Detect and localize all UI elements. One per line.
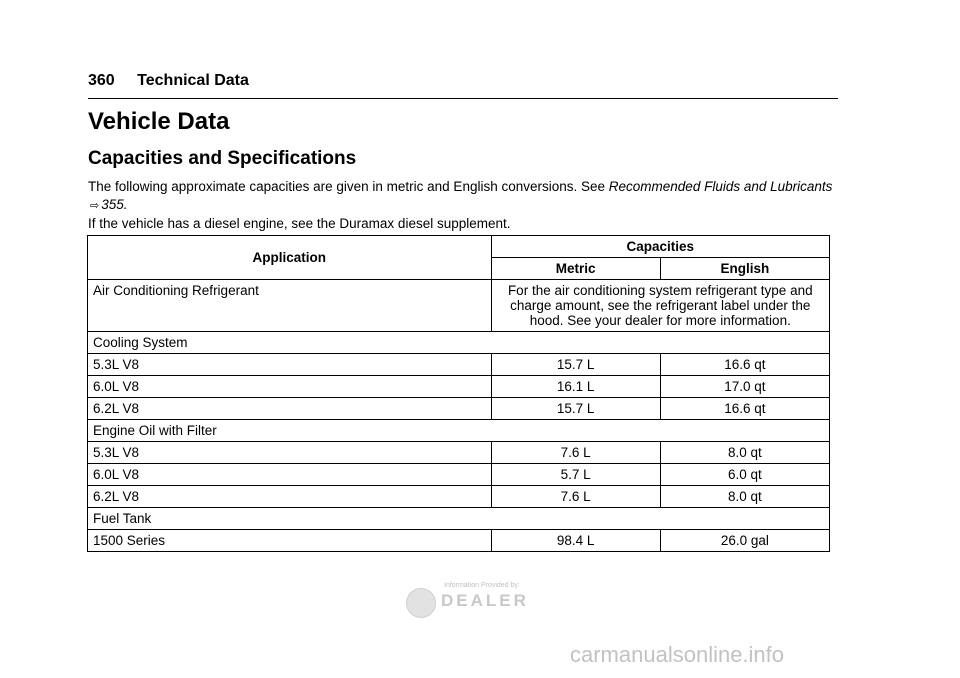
application-header: Application (88, 236, 492, 280)
table-row (88, 442, 830, 464)
metric-cell: 15.7 L (491, 354, 660, 376)
metric-cell: 7.6 L (491, 442, 660, 464)
engine-cell: 1500 Series (88, 530, 492, 552)
oil-label: Engine Oil with Filter (88, 420, 830, 442)
metric-cell: 15.7 L (491, 398, 660, 420)
english-cell: 26.0 gal (660, 530, 829, 552)
page-reference-icon: ⇨ (90, 200, 100, 212)
capacities-table (87, 235, 830, 552)
section-row (88, 420, 830, 442)
metric-cell: 7.6 L (491, 486, 660, 508)
metric-cell: 16.1 L (491, 376, 660, 398)
page-number: 360 (88, 72, 115, 89)
engine-cell: 5.3L V8 (88, 354, 492, 376)
cooling-label: Cooling System (88, 332, 830, 354)
dealer-watermark (404, 582, 546, 622)
intro-end: . (123, 197, 128, 212)
section-row (88, 508, 830, 530)
ac-label: Air Conditioning Refrigerant (88, 280, 492, 332)
metric-cell: 98.4 L (491, 530, 660, 552)
watermark-provided-by: Information Provided by: (444, 582, 520, 589)
english-cell: 8.0 qt (660, 442, 829, 464)
engine-cell: 6.2L V8 (88, 486, 492, 508)
table-header-row (88, 236, 830, 258)
english-cell: 16.6 qt (660, 398, 829, 420)
table-row (88, 486, 830, 508)
intro-reference-page[interactable]: 355 (101, 197, 124, 212)
intro-reference-title[interactable]: Recommended Fluids and Lubricants (608, 179, 833, 194)
section-title: Technical Data (137, 72, 249, 89)
table-row (88, 280, 830, 332)
table-row (88, 376, 830, 398)
site-watermark: carmanualsonline.info (570, 642, 785, 667)
metric-header: Metric (491, 258, 660, 280)
header-rule (88, 98, 838, 99)
engine-cell: 6.2L V8 (88, 398, 492, 420)
page-header (88, 72, 249, 90)
english-cell: 8.0 qt (660, 486, 829, 508)
fuel-label: Fuel Tank (88, 508, 830, 530)
intro-paragraph (88, 178, 833, 215)
capacities-header: Capacities (491, 236, 829, 258)
section-subtitle: Capacities and Specifications (88, 148, 357, 169)
table-row (88, 398, 830, 420)
engine-cell: 6.0L V8 (88, 464, 492, 486)
table-row (88, 354, 830, 376)
table-row (88, 530, 830, 552)
english-cell: 16.6 qt (660, 354, 829, 376)
watermark-brand: DEALER (441, 591, 529, 610)
metric-cell: 5.7 L (491, 464, 660, 486)
english-cell: 6.0 qt (660, 464, 829, 486)
intro-text: The following approximate capacities are given in metric and English conversions. See (88, 179, 609, 194)
engine-cell: 5.3L V8 (88, 442, 492, 464)
english-header: English (660, 258, 829, 280)
ac-note: For the air conditioning system refrigerant type and charge amount, see the refrigerant label under the hood. See your dealer for more information. (491, 280, 829, 332)
page-title: Vehicle Data (88, 108, 230, 135)
dealer-logo-icon (406, 588, 436, 618)
table-row (88, 464, 830, 486)
section-row (88, 332, 830, 354)
engine-cell: 6.0L V8 (88, 376, 492, 398)
diesel-note: If the vehicle has a diesel engine, see the Duramax diesel supplement. (88, 216, 511, 231)
english-cell: 17.0 qt (660, 376, 829, 398)
